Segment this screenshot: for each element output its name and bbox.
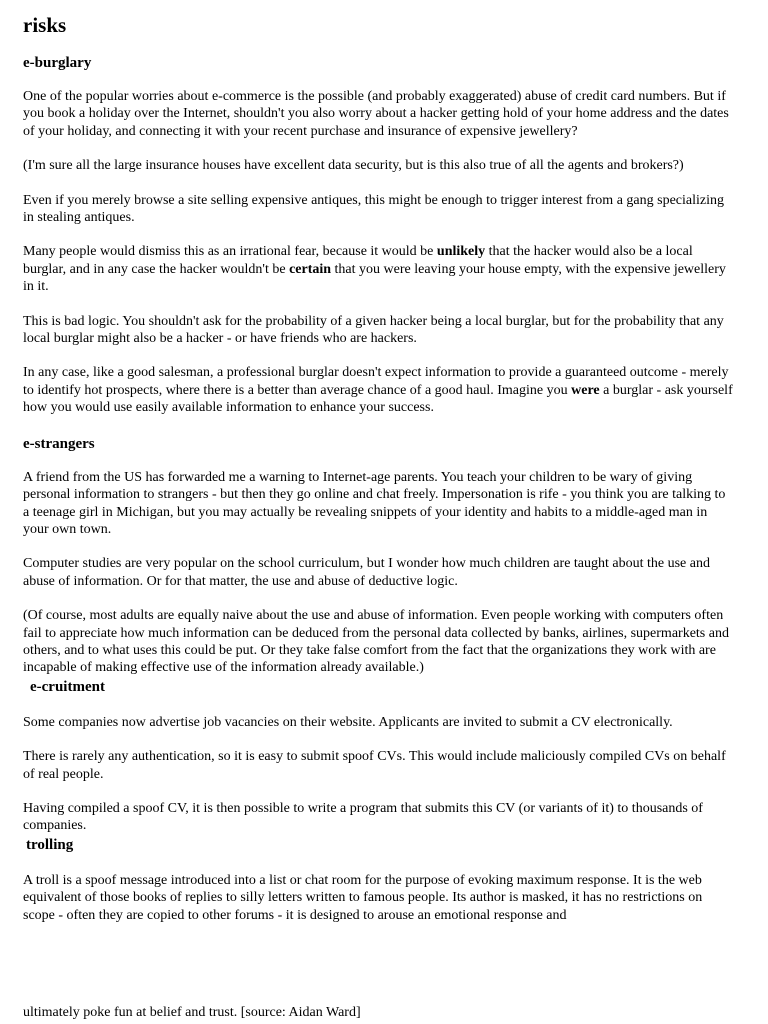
- paragraph: [23, 364, 735, 416]
- paragraph-text: In any case, like a good salesman, a professional burglar doesn't expect information to provide a guaranteed outcome - merely to identify hot prospects, where there is a better than average chance of a good haul. Imagine you: [23, 365, 729, 398]
- paragraph: [23, 313, 735, 348]
- paragraph: [23, 714, 735, 731]
- document-page: [23, 8, 735, 924]
- paragraph-text: Even if you merely browse a site selling expensive antiques, this might be enough to trigger interest from a gang specializing in stealing antiques.: [23, 192, 724, 226]
- paragraph-text: that the hacker would also be a local burglar, and in any case the hacker wouldn't be: [23, 244, 693, 277]
- paragraph-text: A troll is a spoof message introduced into a list or chat room for the purpose of evoking maximum response. It is the web equivalent of those books of replies to silly letters written to famous people. Its author is masked, it has no restrictions on scope - often they are copied to other forums - it is designed to arouse an emotional response and: [23, 872, 703, 923]
- paragraph-text: Many people would dismiss this as an irrational fear, because it would be: [23, 244, 437, 260]
- emphasis-text: unlikely: [436, 244, 486, 260]
- paragraph-text: Computer studies are very popular on the school curriculum, but I wonder how much children are taught about the use and abuse of information. Or for that matter, the use and abuse of deductive logic.: [23, 556, 710, 589]
- paragraph-text: (Of course, most adults are equally naive about the use and abuse of information. Even people working with computers often fail to appreciate how much information can be deduced from the personal data collected by banks, airlines, supermarkets and others, and to what uses this could be put. Or they take false comfort from the fact that the organizations they work with are incapable of making effective use of the information already available.): [23, 608, 729, 676]
- section-e-cruitment-body: [23, 714, 735, 835]
- paragraph: [23, 800, 735, 835]
- paragraph-text: There is rarely any authentication, so it is easy to submit spoof CVs. This would include maliciously compiled CVs on behalf of real people.: [23, 749, 726, 782]
- closing-line: ultimately poke fun at belief and trust. [source: Aidan Ward]: [23, 1005, 361, 1020]
- paragraph: [23, 555, 735, 590]
- emphasis-text: were: [571, 382, 600, 398]
- section-trolling-body: [23, 872, 735, 924]
- paragraph-text: A friend from the US has forwarded me a warning to Internet-age parents. You teach your children to be wary of giving personal information to strangers - but then they go online and chat freely. Impersonation is rife - you think you are talking to a teenage girl in Michigan, but you may actually be revealing snippets of your identity and habits to a middle-aged man in your own town.: [23, 469, 726, 537]
- paragraph: [23, 469, 735, 539]
- paragraph: [23, 243, 735, 295]
- section-e-burglary-body: [23, 88, 735, 417]
- emphasis-text: certain: [289, 261, 332, 277]
- heading-e-strangers: e-strangers: [23, 435, 95, 452]
- paragraph: [23, 748, 735, 783]
- paragraph-text: that you were leaving your house empty, with the expensive jewellery in it.: [23, 261, 726, 295]
- paragraph: [23, 607, 735, 677]
- paragraph-text: Having compiled a spoof CV, it is then possible to write a program that submits this CV (or variants of it) to thousands of companies.: [23, 800, 703, 834]
- paragraph-text: (I'm sure all the large insurance houses have excellent data security, but is this also true of all the agents and brokers?): [23, 158, 684, 174]
- heading-trolling: trolling: [26, 836, 74, 853]
- paragraph: [23, 192, 735, 227]
- paragraph-text: One of the popular worries about e-commerce is the possible (and probably exaggerated) abuse of credit card numbers. But if you book a holiday over the Internet, shouldn't you also worry about a hacker getting hold of your home address and the dates of your holiday, and connecting it with your recent purchase and insurance of expensive jewellery?: [23, 89, 729, 139]
- paragraph-text: This is bad logic. You shouldn't ask for the probability of a given hacker being a local burglar, but for the probability that any local burglar might also be a hacker - or have friends who are hackers.: [23, 313, 724, 347]
- paragraph: [23, 872, 735, 924]
- section-e-strangers-body: [23, 469, 735, 677]
- paragraph: [23, 157, 735, 174]
- paragraph: [23, 88, 735, 140]
- heading-e-cruitment: e-cruitment: [30, 678, 105, 695]
- heading-e-burglary: e-burglary: [23, 55, 92, 71]
- paragraph-text: Some companies now advertise job vacancies on their website. Applicants are invited to submit a CV electronically.: [23, 714, 673, 730]
- paragraph-text: a burglar - ask yourself how you would use easily available information to enhance your success.: [23, 382, 733, 416]
- page-title: risks: [23, 13, 67, 37]
